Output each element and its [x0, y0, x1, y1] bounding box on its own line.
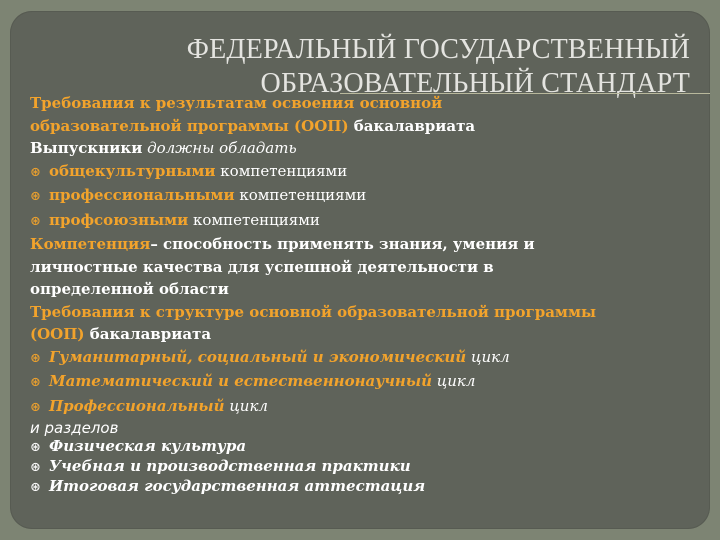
- req-results-line-1: Требования к результатам освоения основной: [30, 94, 443, 112]
- req-structure-line-2: [30, 323, 710, 346]
- competency-item: [30, 184, 710, 209]
- competence-definition-line-1: [30, 233, 710, 256]
- competency-rest: компетенциями: [234, 186, 367, 204]
- section-item: [30, 437, 710, 457]
- bullet-icon: ⊛: [30, 399, 41, 415]
- bullet-icon: ⊛: [30, 375, 41, 390]
- bullet-icon: ⊛: [30, 213, 41, 229]
- cycle-item: [30, 395, 710, 420]
- section-text: Итоговая государственная аттестация: [49, 477, 426, 495]
- cycle-item: [30, 370, 710, 395]
- cycle-strong: Профессиональный: [49, 396, 225, 415]
- req-structure-bachelor: бакалавриата: [84, 325, 212, 343]
- sections-label: и разделов: [30, 419, 119, 437]
- bullet-icon: ⊛: [30, 440, 41, 455]
- cycle-rest: цикл: [432, 372, 476, 390]
- competency-strong: профессиональными: [49, 186, 235, 204]
- req-structure-line-1: Требования к структуре основной образовательной программы: [30, 302, 597, 321]
- slide-card: [10, 11, 710, 529]
- section-item: [30, 477, 710, 497]
- cycle-rest: цикл: [224, 396, 268, 415]
- cycle-strong: Математический и естественнонаучный: [49, 372, 433, 390]
- bullet-icon: ⊛: [30, 460, 41, 475]
- competence-definition-line-2: личностные качества для успешной деятельности в: [30, 257, 494, 276]
- section-item: [30, 457, 710, 477]
- competence-definition: – способность применять знания, умения и: [150, 235, 535, 253]
- bullet-icon: ⊛: [30, 164, 41, 180]
- competency-item: [30, 160, 710, 185]
- slide-body: [30, 92, 710, 497]
- graduates-line: [30, 137, 710, 160]
- section-text: Физическая культура: [49, 437, 247, 455]
- competency-rest: компетенциями: [188, 210, 320, 229]
- req-results-bachelor: бакалавриата: [348, 116, 476, 135]
- title-line-2: ОБРАЗОВАТЕЛЬНЫЙ СТАНДАРТ: [260, 68, 690, 99]
- must-have-text: должны обладать: [142, 139, 297, 157]
- graduates-label: Выпускники: [30, 139, 143, 157]
- bullet-icon: ⊛: [30, 350, 41, 366]
- section-text: Учебная и производственная практики: [49, 457, 411, 475]
- competency-strong: общекультурными: [49, 161, 216, 180]
- competency-rest: компетенциями: [215, 161, 348, 180]
- req-results-line-2: [30, 115, 710, 138]
- cycle-strong: Гуманитарный, социальный и экономический: [49, 347, 467, 366]
- slide-title: [10, 33, 690, 101]
- bullet-icon: ⊛: [30, 189, 41, 204]
- competency-item: [30, 209, 710, 234]
- competency-strong: профсоюзными: [49, 210, 189, 229]
- cycle-item: [30, 346, 710, 371]
- title-line-1: ФЕДЕРАЛЬНЫЙ ГОСУДАРСТВЕННЫЙ: [186, 34, 690, 65]
- req-structure-text: (ООП): [30, 325, 85, 343]
- competence-term: Компетенция: [30, 235, 151, 253]
- bullet-icon: ⊛: [30, 480, 41, 495]
- cycle-rest: цикл: [466, 347, 510, 366]
- competence-definition-line-3: определенной области: [30, 280, 229, 298]
- req-results-text: образовательной программы (ООП): [30, 116, 349, 135]
